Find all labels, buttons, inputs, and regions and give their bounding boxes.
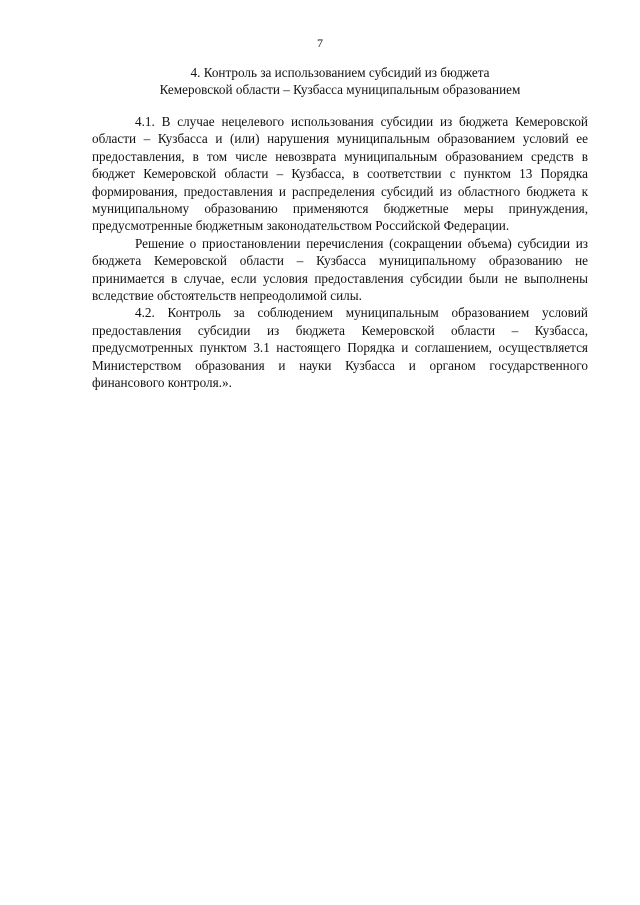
body-text	[92, 113, 588, 392]
section-heading	[92, 64, 588, 98]
paragraph-suspension-decision: Решение о приостановлении перечисления (сокращении объема) субсидии из бюджета Кемеровской области – Кузбасса муниципальному образованию не принимается в случае, если условия предоставления субсидии были не выполнены вследствие обстоятельств непреодолимой силы.	[92, 235, 588, 304]
section-heading-line-1: 4. Контроль за использованием субсидий из бюджета	[190, 65, 490, 80]
section-heading-line-2: Кемеровской области – Кузбасса муниципальным образованием	[159, 82, 521, 97]
page-number: 7	[317, 36, 323, 50]
paragraph-4-1: 4.1. В случае нецелевого использования субсидии из бюджета Кемеровской области – Кузбасса и (или) нарушения муниципальным образованием условий ее предоставления, в том числе невозврата муниципальным образованием средств в бюджет Кемеровской области – Кузбасса, в соответствии с пунктом 13 Порядка формирования, предоставления и распределения субсидий из областного бюджета к муниципальному образованию применяются бюджетные меры принуждения, предусмотренные бюджетным законодательством Российской Федерации.	[92, 114, 588, 234]
paragraph-4-2: 4.2. Контроль за соблюдением муниципальным образованием условий предоставления субсидии из бюджета Кемеровской области – Кузбасса, предусмотренных пунктом 3.1 настоящего Порядка и соглашением, осуществляется Министерством образования и науки Кузбасса и органом государственного финансового контроля.».	[92, 305, 588, 391]
